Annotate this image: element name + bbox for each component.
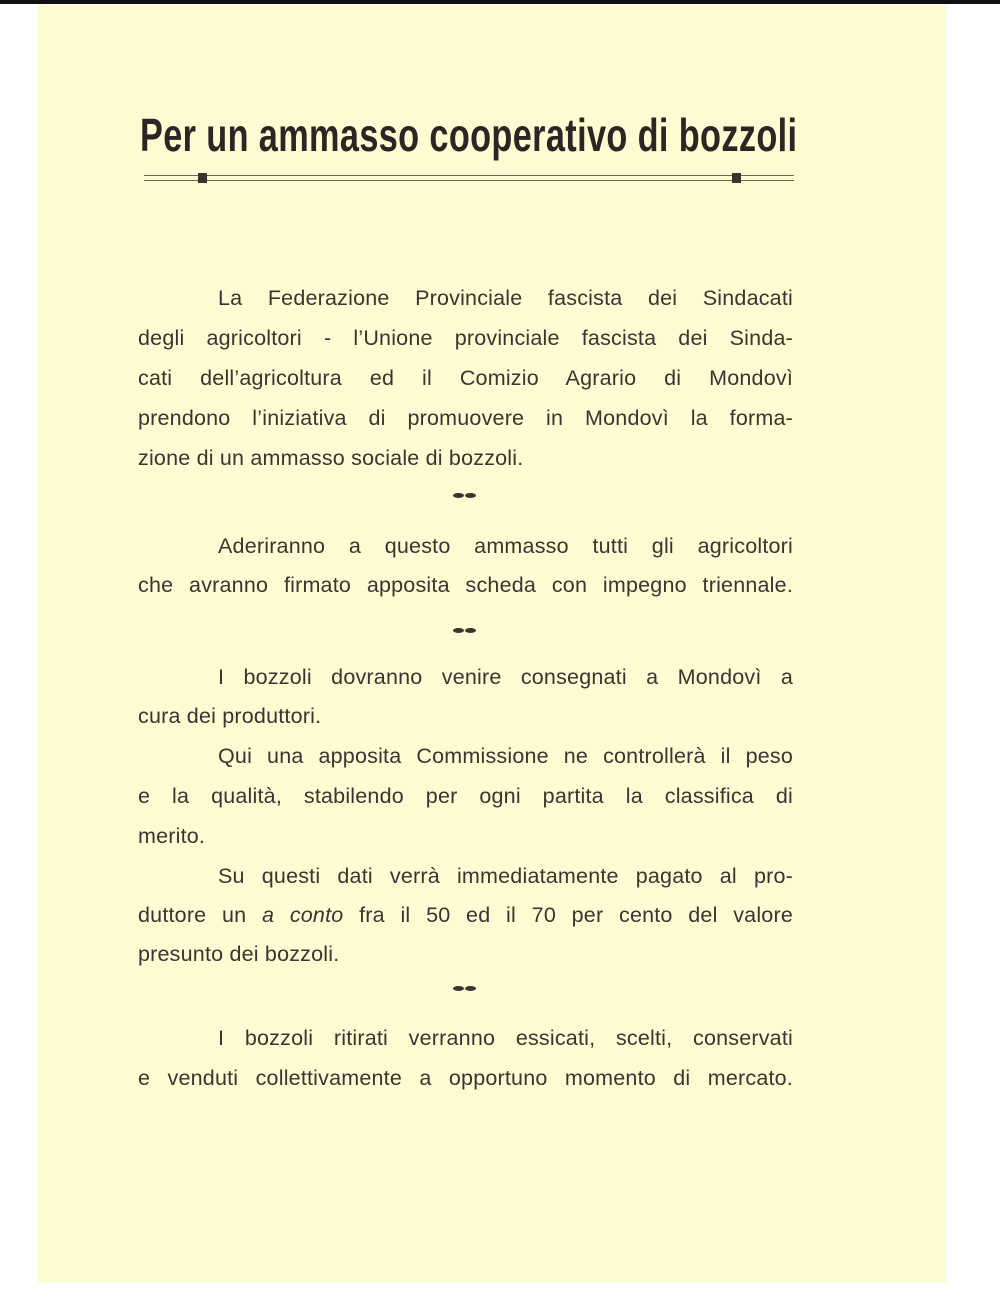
rule-square-ornament-right — [732, 173, 741, 183]
text-line — [138, 903, 793, 928]
text-segment: fra il 50 ed il 70 per cento del valore — [359, 903, 793, 927]
title-ornamental-rule — [144, 172, 794, 184]
text-segment: duttore un — [138, 903, 247, 927]
text-line: presunto dei bozzoli. — [138, 942, 340, 966]
text-line: I bozzoli ritirati verranno essicati, scelti, conservati — [218, 1026, 793, 1050]
text-line: cura dei produttori. — [138, 704, 322, 728]
text-line: prendono l’iniziativa di promuovere in Mondovì la forma- — [138, 406, 793, 430]
text-line: merito. — [138, 824, 206, 848]
text-line: degli agricoltori - l’Unione provinciale fascista dei Sinda- — [138, 326, 793, 350]
text-line: e la qualità, stabilendo per ogni partita la classifica di — [138, 784, 793, 808]
text-line: cati dell’agricoltura ed il Comizio Agrario di Mondovì — [138, 366, 793, 390]
text-line: Su questi dati verrà immediatamente pagato al pro- — [218, 864, 793, 888]
text-line: e venduti collettivamente a opportuno momento di mercato. — [138, 1066, 793, 1090]
paragraph-separator-ornament — [453, 986, 477, 991]
text-line: Aderiranno a questo ammasso tutti gli agricoltori — [218, 534, 793, 558]
text-line: Qui una apposita Commissione ne controllerà il peso — [218, 744, 793, 768]
paragraph-separator-ornament — [453, 628, 477, 633]
text-line: I bozzoli dovranno venire consegnati a Mondovì a — [218, 665, 793, 689]
document-title: Per un ammasso cooperativo di bozzoli — [140, 109, 798, 161]
paragraph-separator-ornament — [453, 493, 477, 498]
rule-square-ornament-left — [198, 173, 207, 183]
italic-text-a-conto: a conto — [262, 903, 344, 927]
text-line: che avranno firmato apposita scheda con impegno triennale. — [138, 573, 793, 597]
text-line: La Federazione Provinciale fascista dei Sindacati — [218, 286, 793, 310]
text-line: zione di un ammasso sociale di bozzoli. — [138, 446, 524, 470]
scan-top-edge — [0, 0, 1000, 4]
